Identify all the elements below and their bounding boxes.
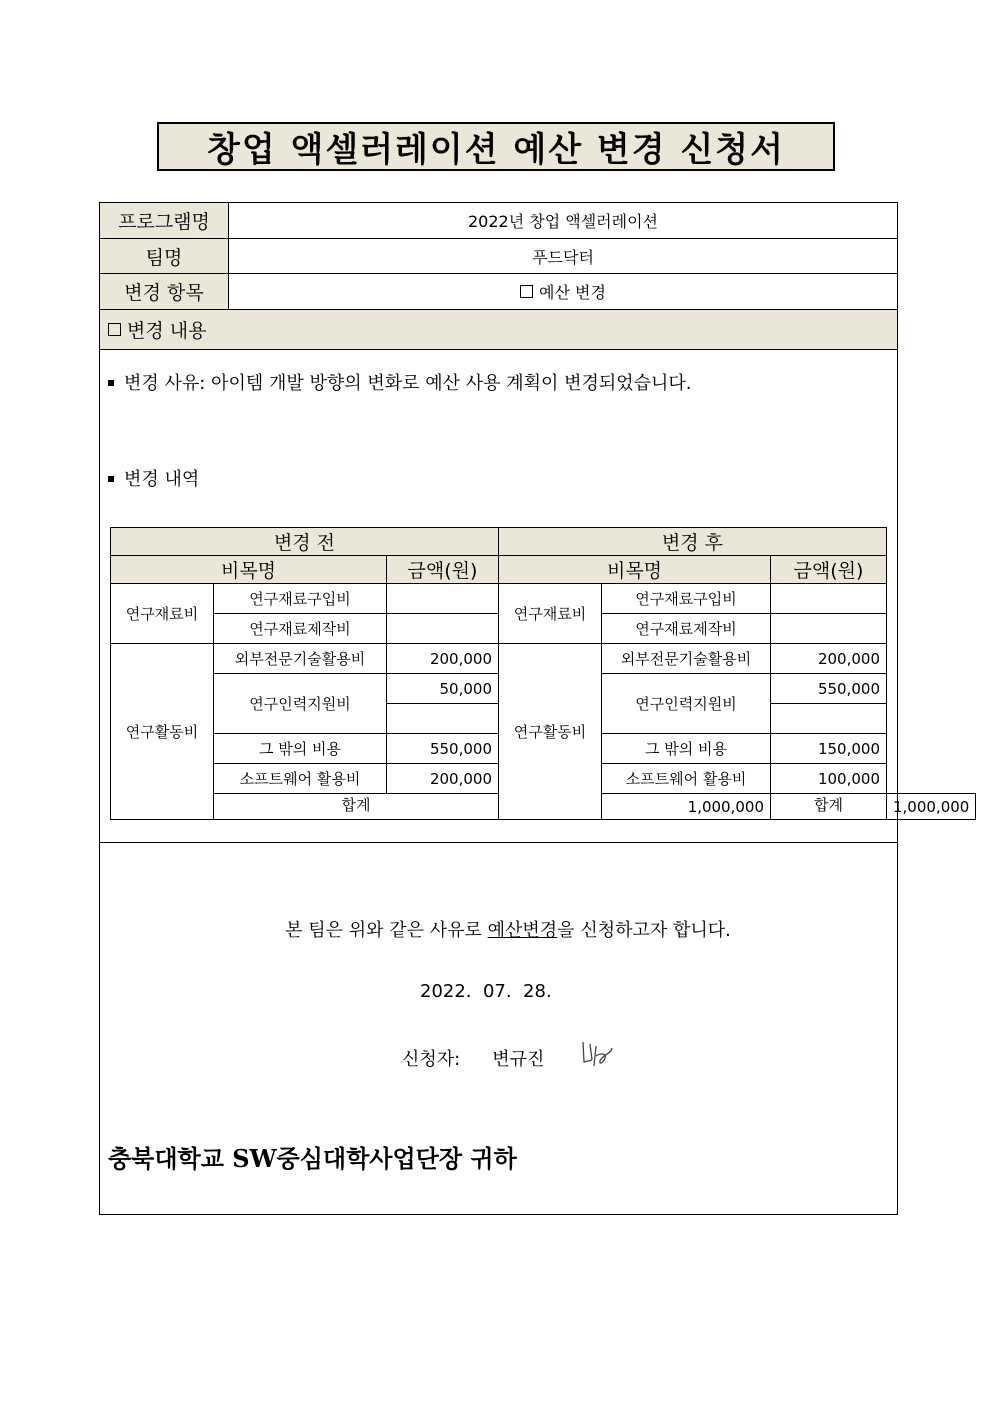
amount-header: 금액(원) bbox=[387, 556, 499, 584]
applicant-name: 변규진 bbox=[492, 1049, 545, 1070]
budget-table bbox=[110, 527, 976, 820]
reason-text: 변경 사유: 아이템 개발 방향의 변화로 예산 사용 계획이 변경되었습니다. bbox=[124, 373, 692, 394]
declaration-underlined: 예산변경 bbox=[487, 920, 558, 941]
group-cell: 연구활동비 bbox=[499, 644, 602, 820]
amount-cell bbox=[387, 614, 499, 644]
group-cell: 연구활동비 bbox=[111, 644, 214, 820]
team-value: 푸드닥터 bbox=[532, 247, 594, 267]
team-row bbox=[100, 239, 897, 274]
after-header: 변경 후 bbox=[499, 528, 887, 556]
amount-cell bbox=[771, 584, 887, 614]
declaration bbox=[0, 916, 992, 942]
amount-cell: 100,000 bbox=[771, 764, 887, 794]
total-amount: 1,000,000 bbox=[887, 794, 976, 820]
applicant bbox=[402, 1045, 544, 1071]
details-text: 변경 내역 bbox=[124, 469, 200, 490]
bullet-icon bbox=[108, 380, 114, 386]
program-row bbox=[100, 203, 897, 239]
before-header: 변경 전 bbox=[111, 528, 499, 556]
section-title: 변경 내용 bbox=[127, 320, 207, 342]
item-cell: 연구인력지원비 bbox=[602, 674, 771, 734]
amount-cell: 150,000 bbox=[771, 734, 887, 764]
item-value-text: 예산 변경 bbox=[539, 283, 606, 302]
item-cell: 연구재료제작비 bbox=[214, 614, 387, 644]
change-details-label bbox=[108, 465, 199, 491]
section-header bbox=[100, 310, 897, 350]
amount-cell bbox=[771, 704, 887, 734]
item-cell: 소프트웨어 활용비 bbox=[602, 764, 771, 794]
item-label: 변경 항목 bbox=[100, 274, 229, 309]
item-cell: 외부전문기술활용비 bbox=[602, 644, 771, 674]
declaration-text-end: 을 신청하고자 합니다. bbox=[557, 920, 731, 941]
item-cell: 외부전문기술활용비 bbox=[214, 644, 387, 674]
item-cell: 그 밖의 비용 bbox=[602, 734, 771, 764]
item-cell: 연구인력지원비 bbox=[214, 674, 387, 734]
group-cell: 연구재료비 bbox=[499, 584, 602, 644]
amount-cell bbox=[387, 704, 499, 734]
amount-cell: 200,000 bbox=[387, 644, 499, 674]
item-cell: 소프트웨어 활용비 bbox=[214, 764, 387, 794]
addressee: 충북대학교 SW중심대학사업단장 귀하 bbox=[108, 1144, 517, 1173]
total-label: 합계 bbox=[214, 794, 499, 820]
applicant-label: 신청자: bbox=[402, 1049, 461, 1070]
item-header: 비목명 bbox=[111, 556, 387, 584]
change-reason bbox=[108, 369, 692, 395]
item-cell: 그 밖의 비용 bbox=[214, 734, 387, 764]
group-cell: 연구재료비 bbox=[111, 584, 214, 644]
amount-cell: 550,000 bbox=[771, 674, 887, 704]
team-label: 팀명 bbox=[100, 239, 229, 273]
divider bbox=[100, 842, 897, 843]
application-date: 2022. 07. 28. bbox=[420, 981, 552, 1002]
declaration-text: 본 팀은 위와 같은 사유로 bbox=[285, 920, 488, 941]
amount-header: 금액(원) bbox=[771, 556, 887, 584]
amount-cell bbox=[387, 584, 499, 614]
amount-cell: 550,000 bbox=[387, 734, 499, 764]
item-cell: 연구재료제작비 bbox=[602, 614, 771, 644]
checkbox-icon bbox=[520, 285, 533, 298]
amount-cell: 200,000 bbox=[387, 764, 499, 794]
item-cell: 연구재료구입비 bbox=[214, 584, 387, 614]
document-title: 창업 액셀러레이션 예산 변경 신청서 bbox=[157, 122, 835, 171]
bullet-icon bbox=[108, 476, 114, 482]
item-header: 비목명 bbox=[499, 556, 771, 584]
program-label: 프로그램명 bbox=[100, 203, 229, 238]
item-cell: 연구재료구입비 bbox=[602, 584, 771, 614]
amount-cell: 50,000 bbox=[387, 674, 499, 704]
signature-icon bbox=[578, 1038, 616, 1070]
total-amount: 1,000,000 bbox=[602, 794, 771, 820]
program-value: 2022년 창업 액셀러레이션 bbox=[468, 212, 658, 231]
checkbox-icon bbox=[108, 323, 121, 336]
item-value bbox=[229, 274, 897, 309]
amount-cell: 200,000 bbox=[771, 644, 887, 674]
amount-cell bbox=[771, 614, 887, 644]
total-label: 합계 bbox=[771, 794, 887, 820]
item-row bbox=[100, 274, 897, 310]
